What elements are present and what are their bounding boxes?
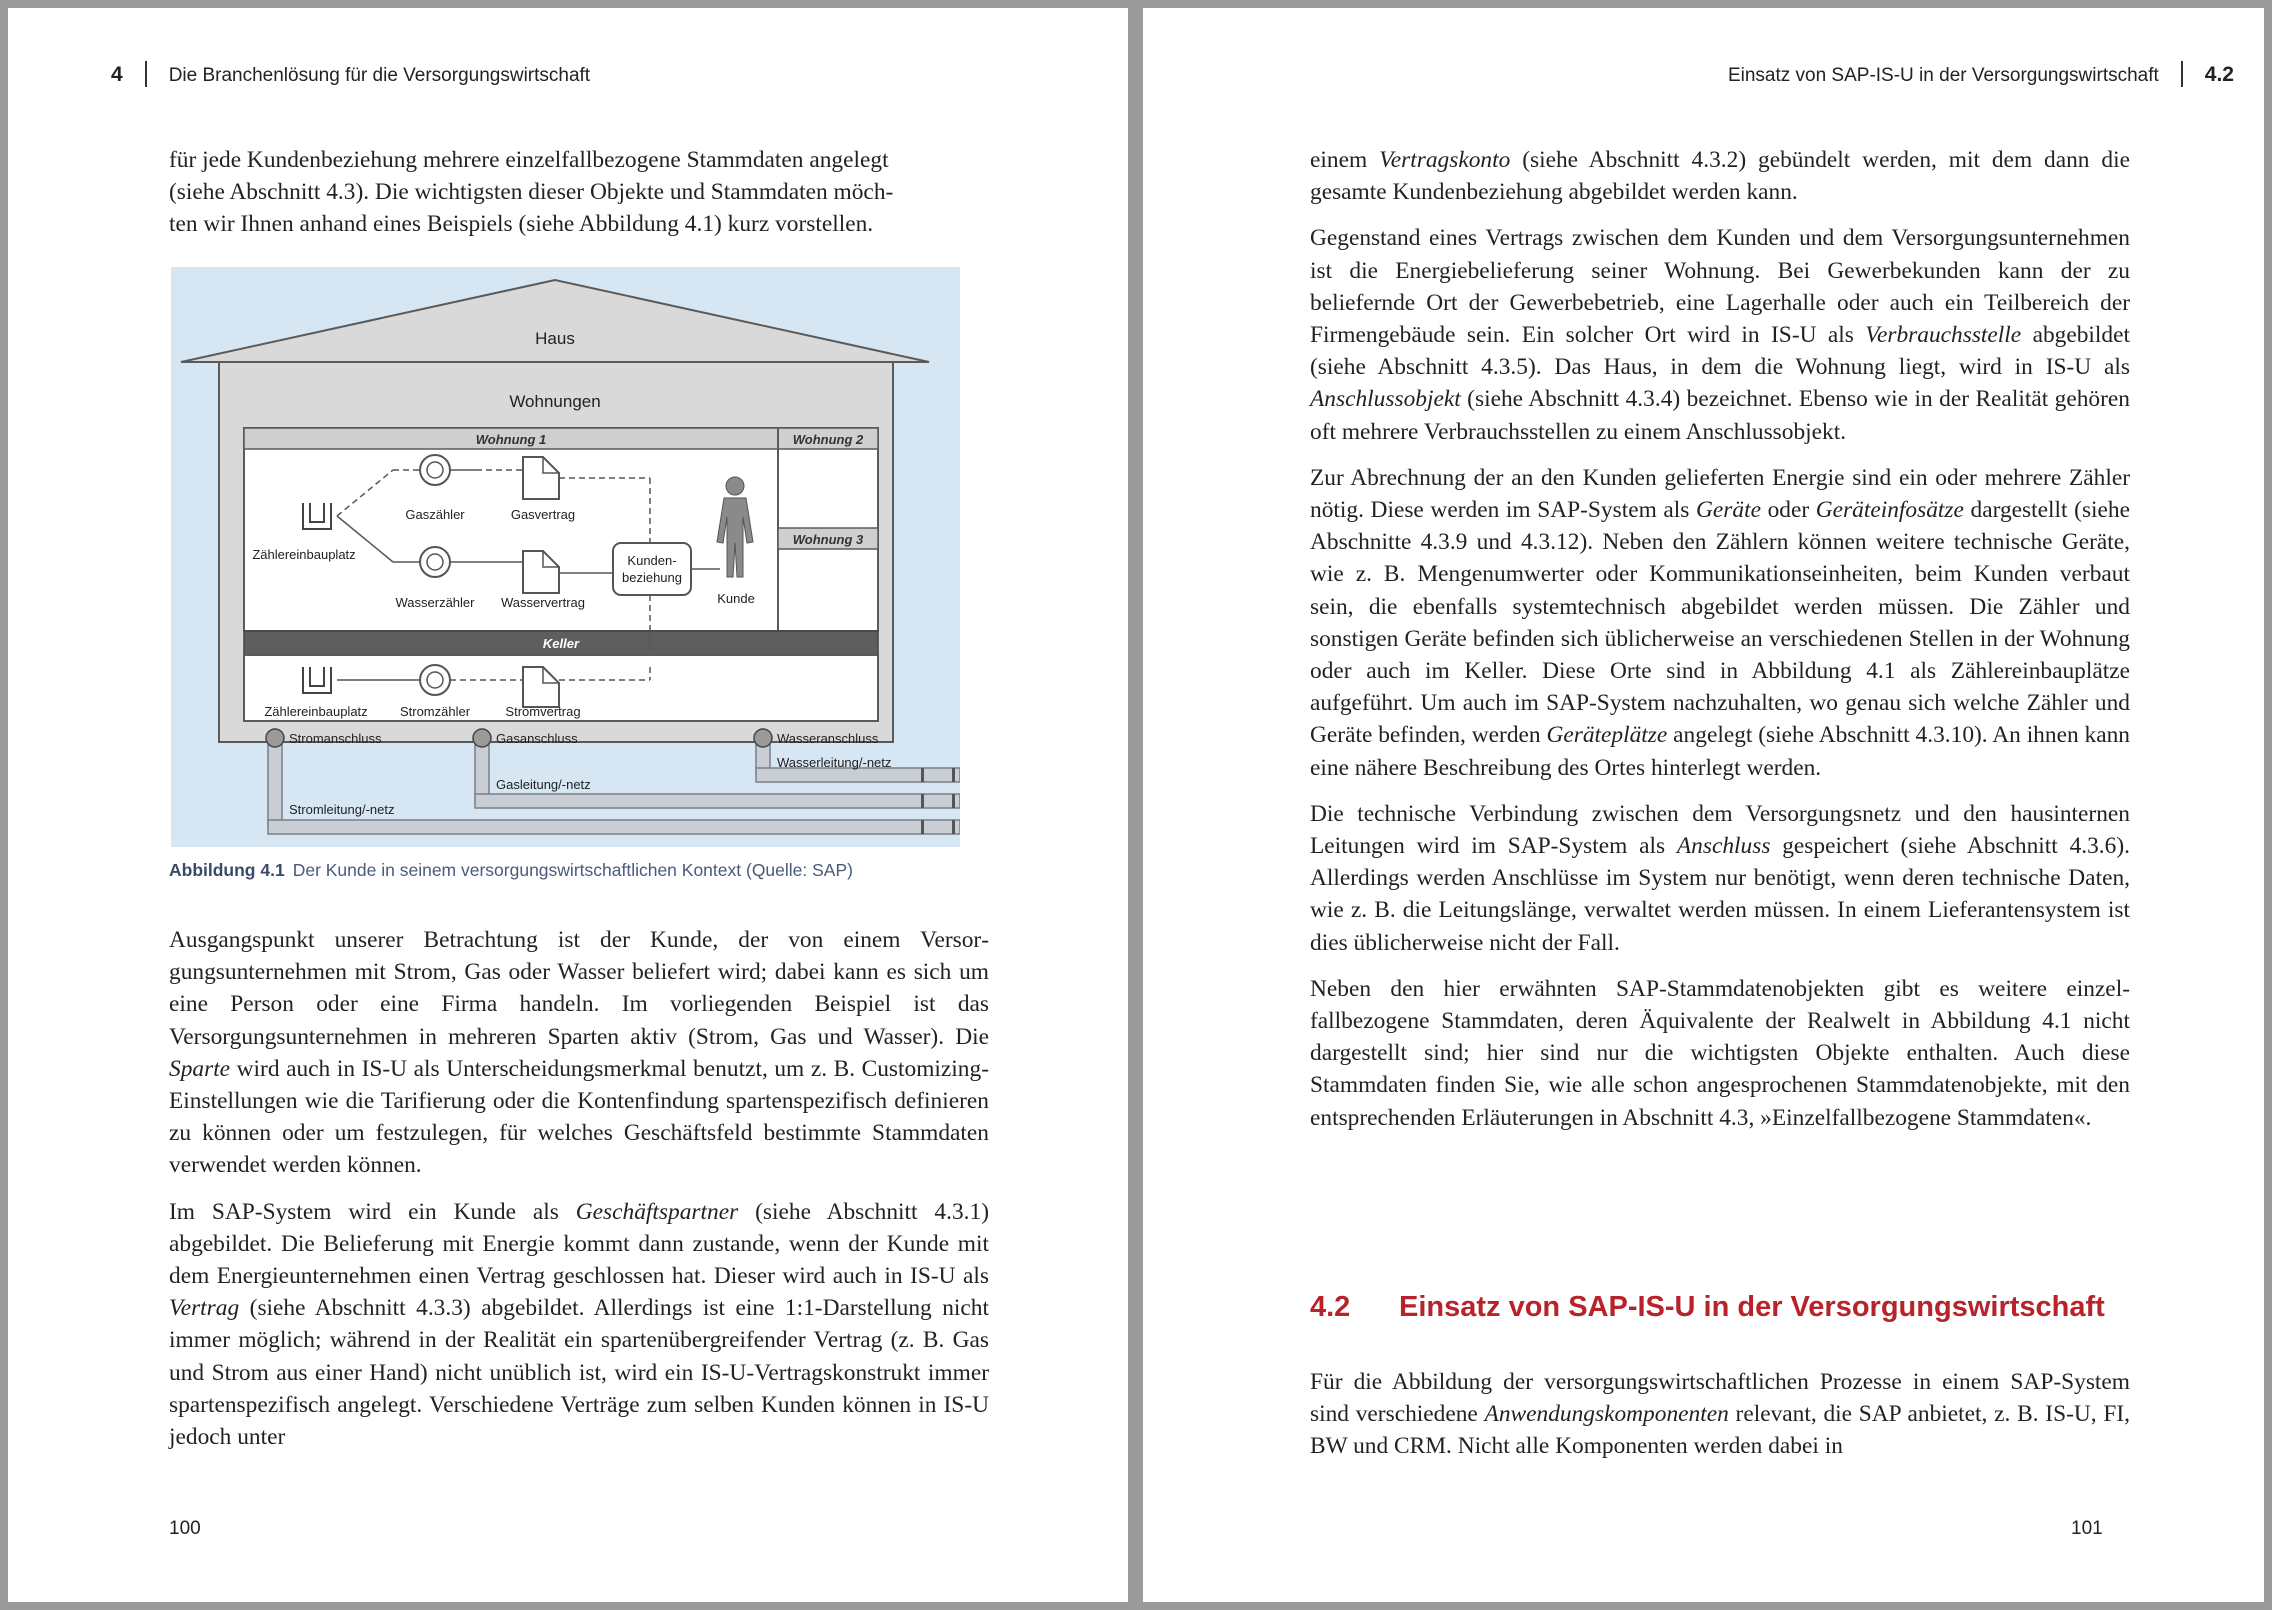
caption-text: Der Kunde in seinem versorgungswirtschaftlichen Kontext (Quelle: SAP): [292, 860, 853, 880]
label-kundenbeziehung-2: beziehung: [622, 570, 682, 585]
label-zaehlereinbauplatz-w1: Zählereinbauplatz: [252, 547, 356, 562]
running-header-left: [111, 61, 590, 87]
caption-label: Abbildung 4.1: [169, 860, 285, 880]
gas-meter-icon: [420, 455, 450, 485]
label-kunde: Kunde: [717, 591, 755, 606]
customer-relationship-box: [613, 543, 691, 595]
label-haus: Haus: [535, 329, 575, 348]
left-page: [8, 8, 1128, 1602]
label-wasserzaehler: Wasserzähler: [395, 595, 475, 610]
section-number: 4.2: [2204, 63, 2234, 86]
power-meter-icon: [420, 665, 450, 695]
label-wasserleitung: Wasserleitung/-netz: [777, 755, 892, 770]
label-gasvertrag: Gasvertrag: [510, 507, 576, 522]
right-page: [1143, 8, 2264, 1602]
label-wohnung3: Wohnung 3: [792, 532, 864, 547]
paragraph: Gegenstand eines Vertrags zwischen dem Kunden und dem Versorgungsunternehmen ist die Energiebelieferung seiner Wohnung. Bei Gewerbekunden kann der zu beliefernde Ort der Gewerbebetrieb, eine Lagerhalle oder auch ein Teilbereich der Firmengebäude sein. Ein solcher Ort wird in IS-U als Verbrauchsstelle abgebildet (siehe Abschnitt 4.3.5). Das Haus, in dem die Wohnung liegt, wird in IS-U als Anschlussobjekt (siehe Abschnitt 4.3.4) bezeichnet. Ebenso wie in der Realität gehören oft mehrere Verbrauchsstellen zu einem Anschlussobjekt.: [1310, 225, 2130, 445]
chapter-number: 4: [111, 63, 123, 86]
water-meter-icon: [420, 547, 450, 577]
label-gasleitung: Gasleitung/-netz: [496, 777, 591, 792]
paragraph: Für die Abbildung der versorgungswirtschaftlichen Prozesse in einem SAP-System sind verschiedene Anwendungskomponenten relevant, die SAP anbietet, z. B. IS-U, FI, BW und CRM. Nicht alle Komponenten werden dabei in: [1310, 1369, 2130, 1460]
figure-4-1-diagram: [171, 267, 960, 847]
figure-caption: [169, 860, 989, 881]
intro-text: [169, 144, 989, 241]
label-kundenbeziehung-1: Kunden-: [627, 553, 677, 568]
paragraph: einem Vertragskonto (siehe Abschnitt 4.3.2) gebündelt werden, mit dem dann die gesamte Kundenbeziehung abgebildet werden kann.: [1310, 147, 2130, 206]
label-stromzaehler: Stromzähler: [399, 704, 471, 719]
paragraph: Ausgangspunkt unserer Betrachtung ist der Kunde, der von einem Versorgungsunternehmen mit Strom, Gas oder Wasser beliefert wird; dabei kann es sich um eine Person oder eine Firma handeln. Im vorliegenden Beispiel ist das Versorgungsunternehmen in mehreren Sparten aktiv (Strom, Gas und Wasser). Die Sparte wird auch in IS-U als Unterscheidungsmerkmal benutzt, um z. B. Customizing-Einstellungen wie die Tarifierung oder die Kontenfindung spartenspezifisch definieren zu können oder um festzulegen, für welches Geschäftsfeld bestimmte Stammdaten verwendet werden können.: [169, 927, 989, 1179]
paragraph: Zur Abrechnung der an den Kunden gelieferten Energie sind ein oder mehrere Zähler nötig. Diese werden im SAP-System als Geräte oder Geräteinfosätze dargestellt (siehe Abschnitte 4.3.9 und 4.3.12). Neben den Zählern können weitere technische Geräte, wie z. B. Mengenumwerter oder Kommunikationseinheiten, beim Kunden verbaut sein, die ebenfalls systemtechnisch abgebildet werden müssen. Die Zähler und sonstigen Geräte befinden sich üblicherweise an verschiedenen Stellen in der Wohnung oder auch im Keller. Diese Orte sind in Abbildung 4.1 als Zählereinbauplätze aufgeführt. Um auch im SAP-System nachzuhalten, wo genau sich welche Zähler und Geräte befinden, werden Geräteplätze angelegt (siehe Abschnitt 4.3.10). An ihnen kann eine nähere Beschreibung des Ortes hinterlegt werden.: [1310, 464, 2130, 781]
label-wohnung1: Wohnung 1: [475, 432, 547, 447]
apartments-header-bar: [244, 428, 878, 449]
label-wohnungen: Wohnungen: [509, 392, 601, 411]
page-number-left: 100: [169, 1518, 201, 1539]
paragraph: Die technische Verbindung zwischen dem Versorgungsnetz und den hausinternen Leitungen wird im SAP-System als Anschluss gespeichert (siehe Abschnitt 4.3.6). Allerdings werden Anschlüsse im System nur benötigt, wenn deren technische Daten, wie z. B. die Leitungslänge, verwaltet werden müssen. In einem Lieferantensystem ist dies üblicherweise nicht der Fall.: [1310, 800, 2130, 956]
header-separator: [2181, 61, 2183, 87]
label-gasanschluss: Gasanschluss: [496, 731, 578, 746]
label-stromvertrag: Stromvertrag: [505, 704, 581, 719]
right-body-text-2: [1310, 1366, 2130, 1477]
intro-line: (siehe Abschnitt 4.3). Die wichtigsten dieser Objekte und Stammdaten möch-: [169, 179, 894, 206]
running-header-right: [1728, 61, 2234, 87]
left-body-text: [169, 924, 989, 1467]
label-keller: Keller: [542, 636, 580, 651]
right-body-text: [1310, 144, 2130, 1148]
page-number-right: 101: [2071, 1518, 2103, 1539]
intro-line: für jede Kundenbeziehung mehrere einzelfallbezogene Stammdaten angelegt: [169, 147, 889, 173]
gas-connection-point: [473, 729, 491, 747]
section-title: Einsatz von SAP-IS-U in der Versorgungswirtschaft: [1727, 65, 2159, 86]
water-connection-point: [754, 729, 772, 747]
label-wasservertrag: Wasservertrag: [500, 595, 586, 610]
intro-line: ten wir Ihnen anhand eines Beispiels (siehe Abbildung 4.1) kurz vorstellen.: [169, 211, 874, 238]
section-heading: [1310, 1291, 2190, 1324]
chapter-title: Die Branchenlösung für die Versorgungswirtschaft: [168, 65, 591, 86]
label-stromleitung: Stromleitung/-netz: [289, 802, 395, 817]
label-zaehlereinbauplatz-keller: Zählereinbauplatz: [264, 704, 368, 719]
section-heading-number: 4.2: [1310, 1291, 1351, 1323]
label-wohnung2: Wohnung 2: [792, 432, 864, 447]
paragraph: Im SAP-System wird ein Kunde als Geschäftspartner (siehe Abschnitt 4.3.1) abgebildet. Die Belieferung mit Energie kommt dann zustande, wenn der Kunde mit dem Energieunternehmen einen Vertrag geschlossen hat. Dieser wird auch in IS-U als Vertrag (siehe Abschnitt 4.3.3) abgebildet. Allerdings ist eine 1:1-Darstellung nicht immer möglich; während in der Realität ein spartenübergreifender Vertrag (z. B. Gas und Strom aus einer Hand) nicht unüblich ist, wird ein IS-U-Vertragskonstrukt immer spartenspezifisch angelegt. Verschiedene Verträge zum selben Kunden können in IS-U jedoch unter: [169, 1198, 989, 1451]
label-gaszaehler: Gaszähler: [405, 507, 465, 522]
label-wasseranschluss: Wasseranschluss: [777, 731, 879, 746]
paragraph: Neben den hier erwähnten SAP-Stammdatenobjekten gibt es weitere einzelfallbezogene Stammdaten, deren Äquivalente der Realwelt in Abbildung 4.1 nicht dargestellt sind; hier sind nur die wichtigsten Objekte enthalten. Auch diese Stammdaten finden Sie, wie alle schon angesprochenen Stammdatenobjekte, mit den entsprechenden Erläuterungen in Abschnitt 4.3, »Einzelfallbezogene Stammdaten«.: [1310, 975, 2130, 1131]
label-stromanschluss: Stromanschluss: [289, 731, 382, 746]
power-connection-point: [266, 729, 284, 747]
header-separator: [145, 61, 147, 87]
section-heading-title: Einsatz von SAP-IS-U in der Versorgungswirtschaft: [1399, 1291, 2105, 1323]
